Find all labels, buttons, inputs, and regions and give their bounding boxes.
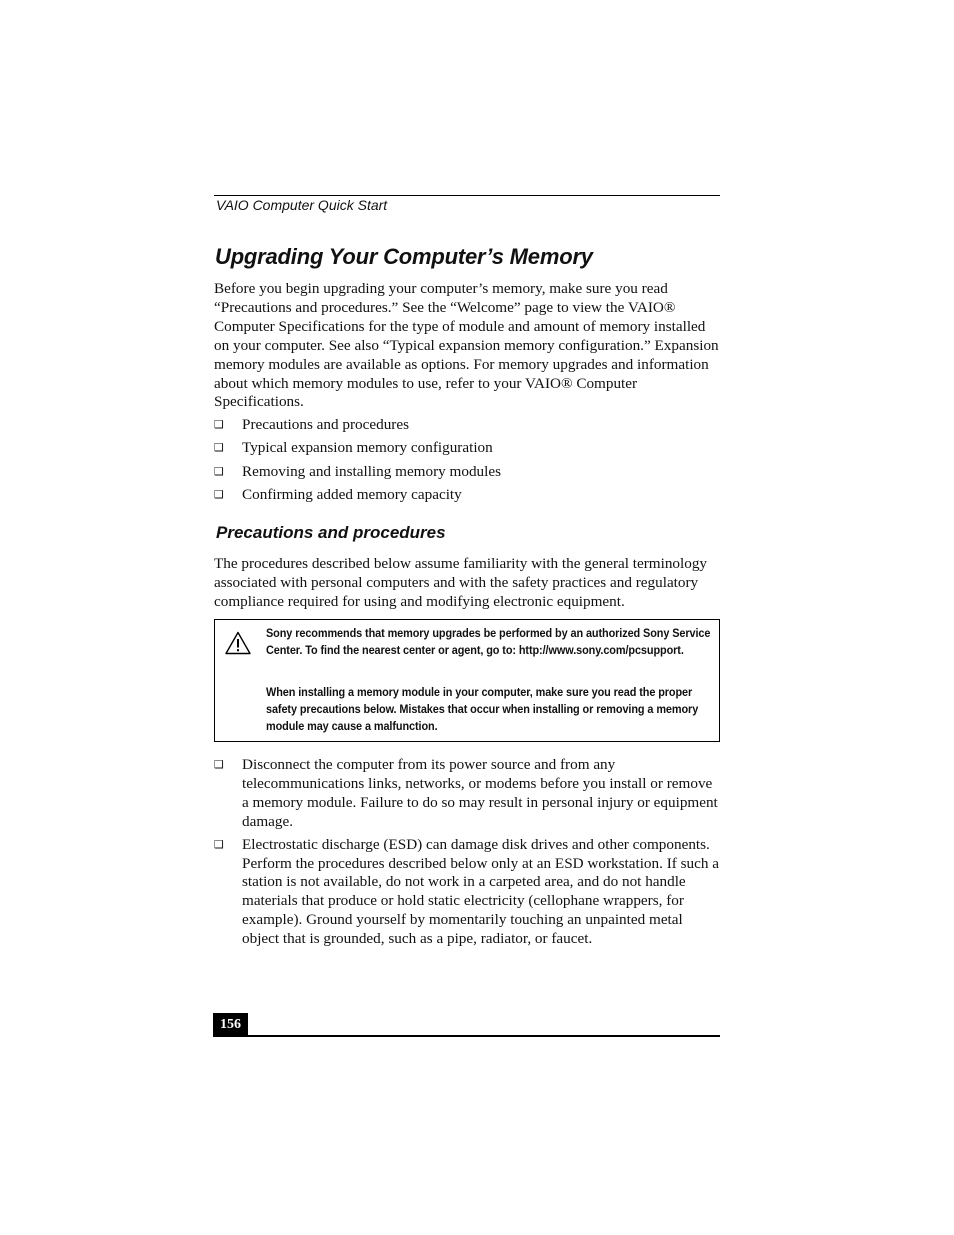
list-item [214,756,720,832]
section-intro: Before you begin upgrading your computer’s memory, make sure you read “Precautions and procedures.” See the “Welcome” page to view the VAIO® Computer Specifications for the type of module and amount of memory installed on your computer. See also “Typical expansion memory configuration.” Expansion memory modules are available as options. For memory upgrades and information about which memory modules to use, refer to your VAIO® Computer Specifications. [214,280,719,411]
list-item [214,836,720,949]
header-rule [214,195,720,196]
warning-triangle-icon [225,631,251,655]
page-number: 156 [213,1013,248,1036]
caution-text: Sony recommends that memory upgrades be performed by an authorized Sony Service Center. To find the nearest center or agent, go to: http://www.sony.com/pcsupport. [266,627,711,657]
list-item-text: Precautions and procedures [242,416,410,433]
list-item-text: Removing and installing memory modules [242,462,502,480]
section-title: Upgrading Your Computer’s Memory [215,244,593,269]
caution-text-secondary: When installing a memory module in your computer, make sure you read the proper safety precautions below. Mistakes that occur when installing or removing a memory module may cause a malfunction. [266,686,699,733]
checkbox-bullet-icon: ❑ [214,418,224,431]
running-header: VAIO Computer Quick Start [216,197,388,213]
list-item [214,416,720,435]
list-item [214,486,720,505]
list-item [214,463,720,482]
list-item-text: Disconnect the computer from its power source and from any telecommunications links, networks, or modems before you install or remove a memory module. Failure to do so may result in personal injury or equipment damage. [242,756,718,830]
list-item [214,439,720,458]
list-item-text: Typical expansion memory configuration [242,439,493,457]
topic-list [214,416,720,510]
checkbox-bullet-icon: ❑ [214,441,224,455]
checkbox-bullet-icon: ❑ [214,837,224,851]
footer-rule [213,1035,720,1037]
subsection-title: Precautions and procedures [216,523,446,542]
list-item-text: Electrostatic discharge (ESD) can damage disk drives and other components. Perform the procedures described below only at an ESD workstation. If such a station is not available, do not work in a carpeted area, and do not handle materials that produce or hold static electricity (cellophane wrappers, for example). Ground yourself by momentarily touching an unpainted metal object that is grounded, such as a pipe, radiator, or faucet. [242,835,720,948]
subsection-intro: The procedures described below assume familiarity with the general terminology associated with personal computers and with the safety practices and regulatory compliance required for using and modifying electronic equipment. [214,555,708,610]
checkbox-bullet-icon: ❑ [214,464,224,478]
checkbox-bullet-icon: ❑ [214,758,224,771]
list-item-text: Confirming added memory capacity [242,486,462,504]
caution-box [214,619,720,742]
checkbox-bullet-icon: ❑ [214,488,224,502]
precaution-list [214,756,720,953]
